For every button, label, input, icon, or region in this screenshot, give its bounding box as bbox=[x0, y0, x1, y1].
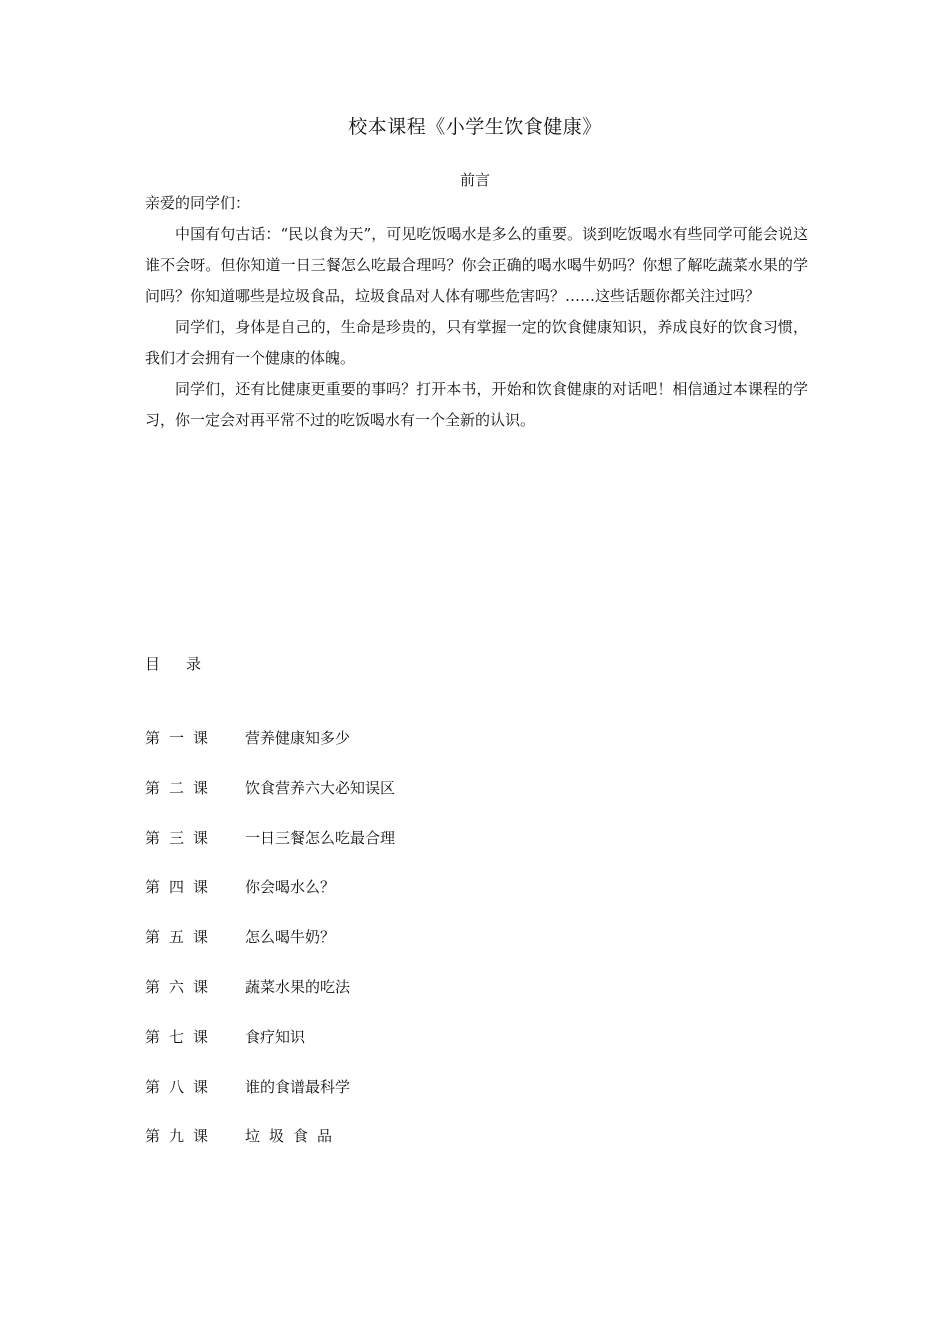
lesson-title: 食疗知识 bbox=[245, 1027, 306, 1046]
lesson-title: 谁的食谱最科学 bbox=[245, 1077, 351, 1096]
toc-item bbox=[145, 826, 745, 876]
lesson-number: 第六课 bbox=[145, 977, 218, 996]
lesson-number: 第二课 bbox=[145, 778, 218, 797]
document-title: 校本课程《小学生饮食健康》 bbox=[348, 116, 602, 138]
lesson-title: 蔬菜水果的吃法 bbox=[245, 977, 351, 996]
toc-item bbox=[145, 875, 745, 925]
lesson-title: 垃圾食品 bbox=[245, 1127, 342, 1146]
toc-item bbox=[145, 1075, 745, 1125]
toc-heading bbox=[145, 652, 201, 676]
preface-paragraph-2: 同学们，身体是自己的，生命是珍贵的，只有掌握一定的饮食健康知识，养成良好的饮食习惯，我们才会拥有一个健康的体魄。 bbox=[145, 318, 808, 367]
lesson-number: 第一课 bbox=[145, 729, 218, 747]
lesson-title: 怎么喝牛奶？ bbox=[245, 928, 336, 947]
lesson-number: 第九课 bbox=[145, 1127, 218, 1146]
lesson-title: 饮食营养六大必知误区 bbox=[245, 778, 396, 797]
table-of-contents bbox=[145, 726, 745, 1174]
preface-paragraph-1: 中国有句古话：“民以食为天”，可见吃饭喝水是多么的重要。谈到吃饭喝水有些同学可能会说这谁不会呀。但你知道一日三餐怎么吃最合理吗？你会正确的喝水喝牛奶吗？你想了解吃蔬菜水果的学问吗？你知道哪些是垃圾食品，垃圾食品对人体有哪些危害吗？……这些话题你都关注过吗？ bbox=[145, 225, 808, 305]
toc-item bbox=[145, 975, 745, 1025]
toc-item bbox=[145, 925, 745, 975]
toc-heading-right: 录 bbox=[186, 655, 202, 673]
toc-heading-left: 目 bbox=[145, 655, 161, 673]
toc-item bbox=[145, 776, 745, 826]
salutation: 亲爱的同学们： bbox=[145, 194, 251, 212]
preface-paragraph-3: 同学们，还有比健康更重要的事吗？打开本书，开始和饮食健康的对话吧！相信通过本课程的学习，你一定会对再平常不过的吃饭喝水有一个全新的认识。 bbox=[145, 380, 808, 429]
lesson-number: 第三课 bbox=[145, 828, 218, 847]
lesson-number: 第七课 bbox=[145, 1027, 218, 1046]
toc-item bbox=[145, 1025, 745, 1075]
lesson-title: 营养健康知多少 bbox=[245, 729, 351, 747]
toc-item bbox=[145, 726, 745, 776]
lesson-number: 第四课 bbox=[145, 878, 218, 897]
lesson-number: 第五课 bbox=[145, 928, 218, 947]
preface-body bbox=[145, 188, 808, 436]
toc-item bbox=[145, 1124, 745, 1174]
lesson-title: 你会喝水么？ bbox=[245, 878, 336, 897]
lesson-number: 第八课 bbox=[145, 1077, 218, 1096]
preface-heading: 前言 bbox=[459, 171, 490, 189]
lesson-title: 一日三餐怎么吃最合理 bbox=[245, 828, 396, 847]
